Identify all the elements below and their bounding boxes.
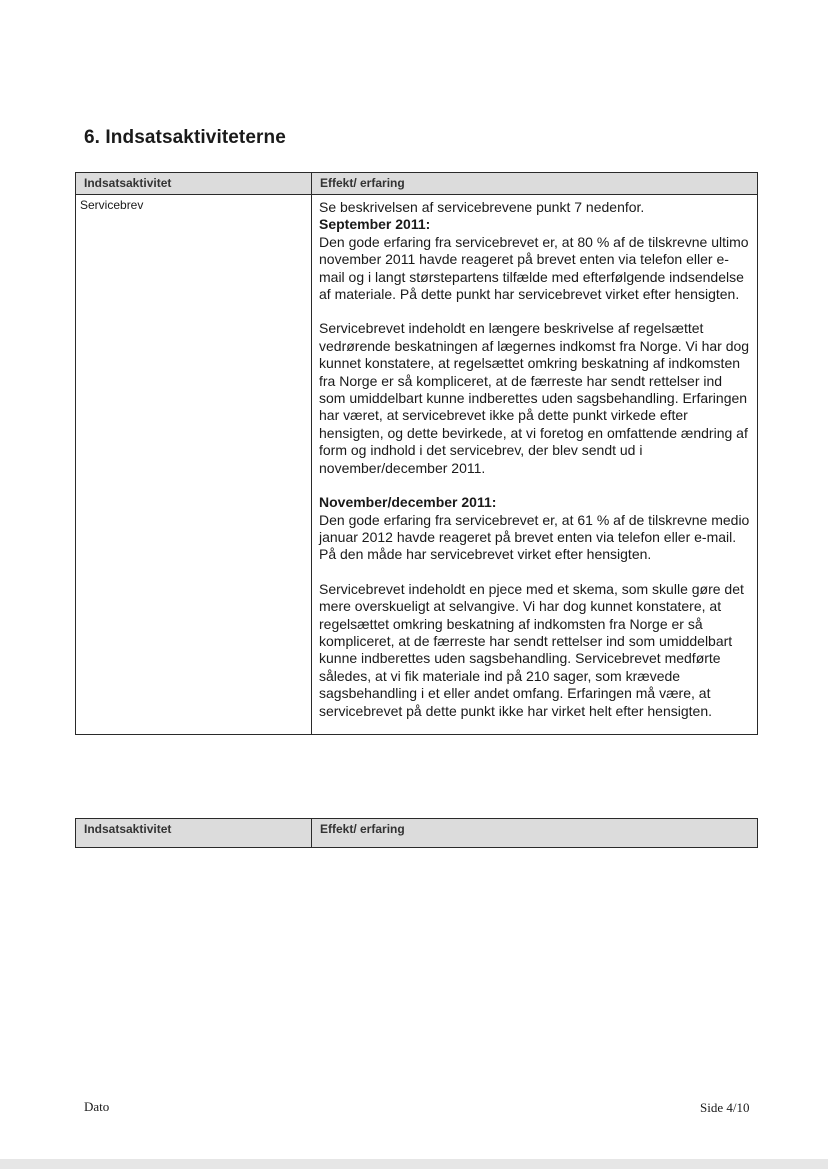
september-paragraph: Den gode erfaring fra servicebrevet er, at 80 % af de tilskrevne ultimo november 2011 havde reageret på brevet enten via telefon eller e-mail og i langt størstepartens tilfælde med efterfølgende indsendelse af materiale. På dette punkt har servicebrevet virket efter hensigten. bbox=[319, 233, 749, 303]
table-row bbox=[76, 195, 758, 735]
page-title: 6. Indsatsaktiviteterne bbox=[84, 127, 286, 148]
september-paragraph-2: Servicebrevet indeholdt en længere beskrivelse af regelsættet vedrørende beskatningen af lægernes indkomst fra Norge. Vi har dog kunnet konstatere, at regelsættet omkring beskatning af indkomsten fra Norge er så kompliceret, at de færreste har sendt rettelser ind som umiddelbart kunne indberettes uden sagsbehandling. Erfaringen har været, at servicebrevet ikke på dette punkt virkede efter hensigten, og dette bevirkede, at vi foretog en omfattende ændring af form og indhold i det servicebrev, der blev sendt ud i november/december 2011. bbox=[319, 320, 750, 476]
column-header-activity: Indsatsaktivitet bbox=[76, 173, 312, 195]
activity-table bbox=[75, 172, 758, 735]
november-heading: November/december 2011: bbox=[319, 494, 497, 511]
page-number: Side 4/10 bbox=[700, 1100, 750, 1115]
page-bottom-edge bbox=[0, 1159, 828, 1169]
column-header-effect: Effekt/ erfaring bbox=[312, 819, 758, 848]
footer-date-label: Dato bbox=[84, 1099, 110, 1114]
effect-cell bbox=[312, 195, 758, 735]
table-header-row bbox=[76, 819, 758, 848]
column-header-effect: Effekt/ erfaring bbox=[312, 173, 758, 195]
activity-cell: Servicebrev bbox=[76, 195, 312, 735]
intro-paragraph: Se beskrivelsen af servicebrevene punkt 7 nedenfor. bbox=[319, 199, 645, 215]
table-header-row bbox=[76, 173, 758, 195]
november-paragraph-2: Servicebrevet indeholdt en pjece med et skema, som skulle gøre det mere overskueligt at selvangive. Vi har dog kunnet konstatere, at regelsættet omkring beskatning af indkomsten fra Norge er så kompliceret, at de færreste har sendt rettelser ind som umiddelbart kunne indberettes uden sagsbehandling. Servicebrevet medførte således, at vi fik materiale ind på 210 sager, som krævede sagsbehandling i et eller andet omfang. Erfaringen må være, at servicebrevet på dette punkt ikke har virket helt efter hensigten. bbox=[319, 580, 744, 719]
column-header-activity: Indsatsaktivitet bbox=[76, 819, 312, 848]
september-heading: September 2011: bbox=[319, 216, 431, 233]
november-paragraph: Den gode erfaring fra servicebrevet er, at 61 % af de tilskrevne medio januar 2012 havde reageret på brevet enten via telefon eller e-mail. På den måde har servicebrevet virket efter hensigten. bbox=[319, 511, 750, 563]
activity-table-2 bbox=[75, 818, 758, 848]
